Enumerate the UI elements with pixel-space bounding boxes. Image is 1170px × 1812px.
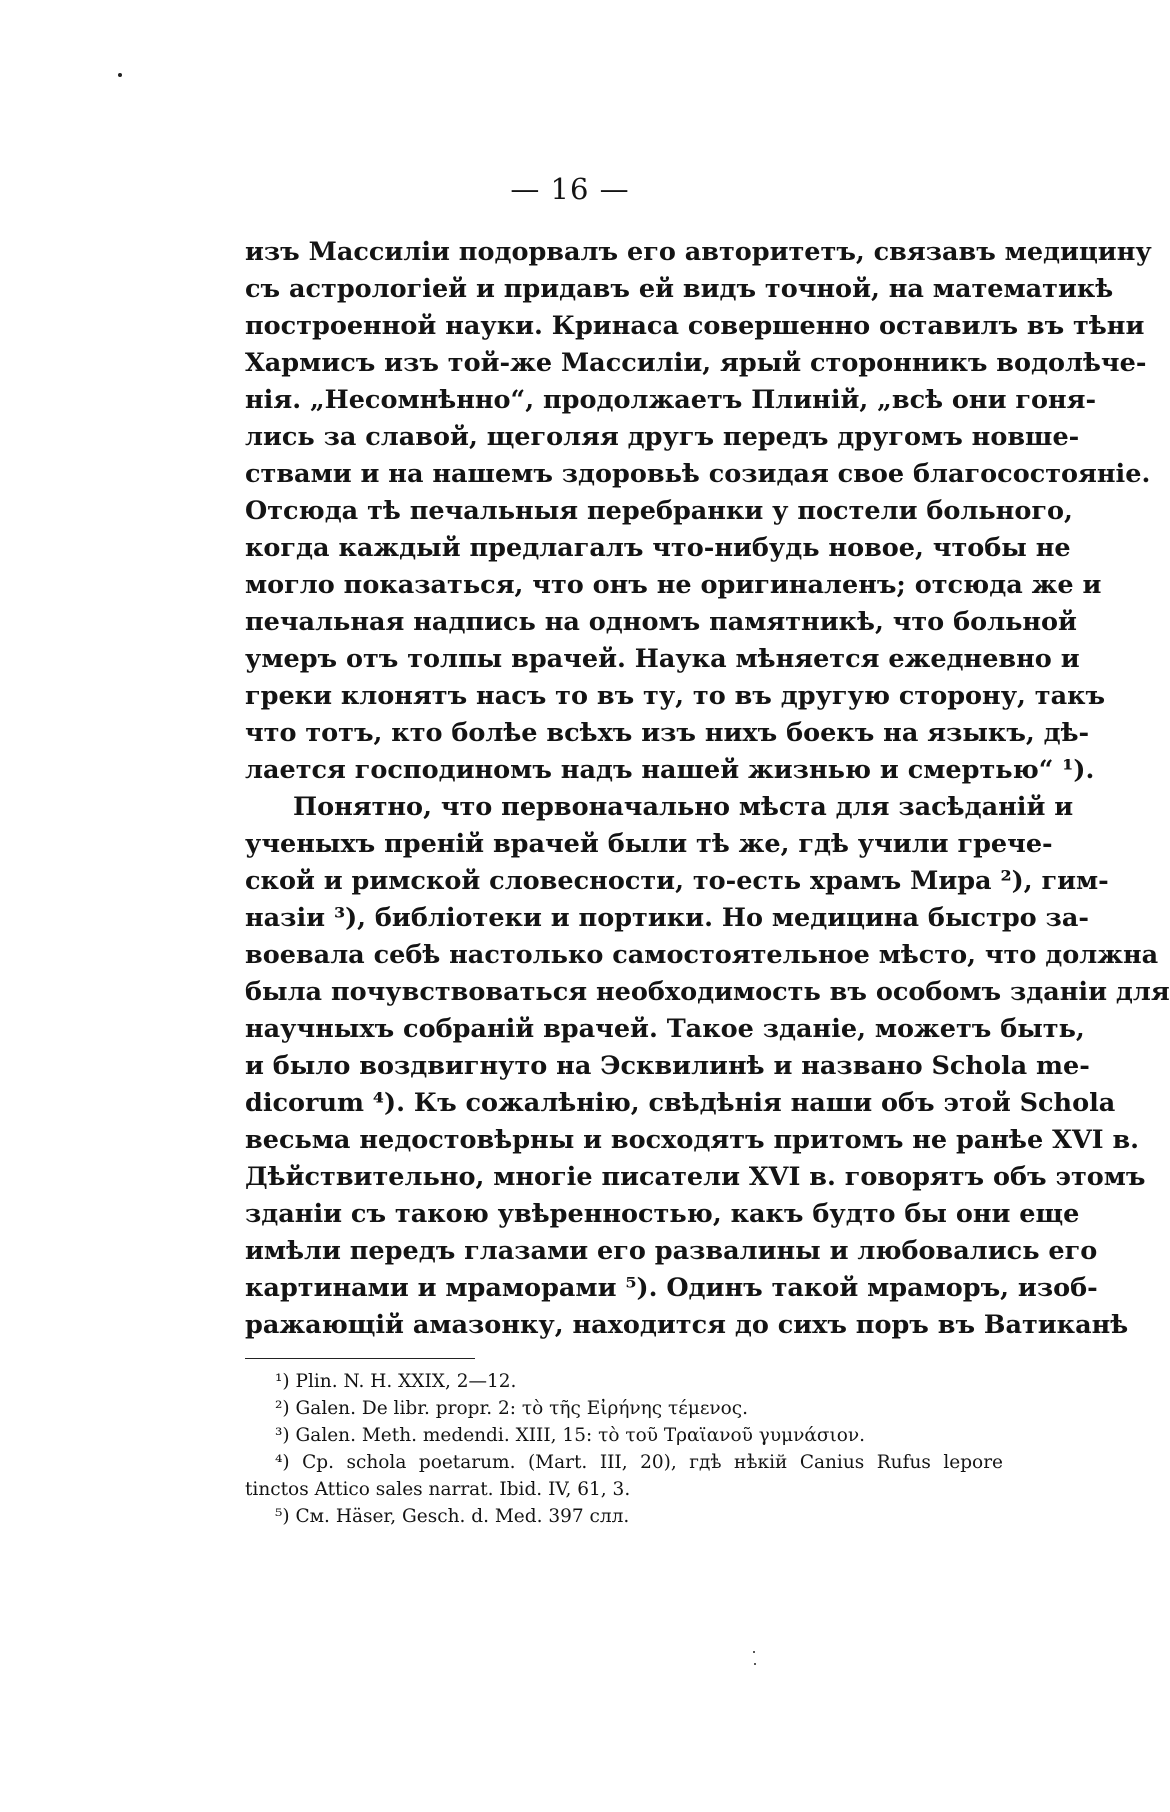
footnote-line: ³) Galen. Meth. medendi. XIII, 15: τὸ τοῦ Τραϊανοῦ γυμνάσιον. (275, 1425, 866, 1446)
text-line: Отсюда тѣ печальныя перебранки у постели больного, (245, 496, 1073, 526)
footnote-line: ⁵) См. Häser, Gesch. d. Med. 397 слл. (275, 1506, 630, 1527)
text-line: ствами и на нашемъ здоровьѣ созидая свое благосостояніе. (245, 459, 1151, 489)
text-line: построенной науки. Кринаса совершенно оставилъ въ тѣни (245, 311, 1145, 341)
footnote-line: tinctos Attico sales narrat. Ibid. IV, 61, 3. (245, 1479, 631, 1500)
text-line: и было воздвигнуто на Эсквилинѣ и названо Schola me- (245, 1051, 1090, 1081)
page-number: — 16 — (510, 172, 630, 206)
footnotes (245, 1368, 1003, 1530)
ink-speck (754, 1663, 756, 1665)
footnote-line: ²) Galen. De libr. propr. 2: τὸ τῆς Εἰρήνης τέμενος. (275, 1398, 749, 1419)
text-line: печальная надпись на одномъ памятникѣ, что больной (245, 607, 1077, 637)
text-line: назіи ³), библіотеки и портики. Но медицина быстро за- (245, 903, 1089, 933)
text-line: картинами и мраморами ⁵). Одинъ такой мраморъ, изоб- (245, 1273, 1098, 1303)
text-line: могло показаться, что онъ не оригиналенъ; отсюда же и (245, 570, 1102, 600)
text-line: ражающій амазонку, находится до сихъ поръ въ Ватиканѣ (245, 1310, 1129, 1340)
text-line: ученыхъ преній врачей были тѣ же, гдѣ учили грече- (245, 829, 1053, 859)
ink-speck (753, 1651, 755, 1653)
text-line: когда каждый предлагалъ что-нибудь новое, чтобы не (245, 533, 1071, 563)
text-line: умеръ отъ толпы врачей. Наука мѣняется ежедневно и (245, 644, 1080, 674)
text-line: Понятно, что первоначально мѣста для засѣданій и (293, 792, 1074, 822)
text-line: была почувствоваться необходимость въ особомъ зданіи для (245, 977, 1170, 1007)
text-line: Дѣйствительно, многіе писатели XVI в. говорятъ объ этомъ (245, 1162, 1146, 1192)
text-line: изъ Массиліи подорвалъ его авторитетъ, связавъ медицину (245, 237, 1152, 267)
text-line: воевала себѣ настолько самостоятельное мѣсто, что должна (245, 940, 1159, 970)
text-line: dicorum ⁴). Къ сожалѣнію, свѣдѣнія наши объ этой Schola (245, 1088, 1116, 1118)
body-text (245, 234, 1170, 1344)
text-line: лись за славой, щеголяя другъ передъ другомъ новше- (245, 422, 1080, 452)
text-line: нія. „Несомнѣнно“, продолжаетъ Плиній, „всѣ они гоня- (245, 385, 1097, 415)
text-line: весьма недостовѣрны и восходятъ притомъ не ранѣе XVI в. (245, 1125, 1140, 1155)
text-line: лается господиномъ надъ нашей жизнью и смертью“ ¹). (245, 755, 1095, 785)
text-line: ской и римской словесности, то-есть храмъ Мира ²), гим- (245, 866, 1109, 896)
text-line: что тотъ, кто болѣе всѣхъ изъ нихъ боекъ на языкъ, дѣ- (245, 718, 1090, 748)
text-line: Хармисъ изъ той-же Массиліи, ярый сторонникъ водолѣче- (245, 348, 1147, 378)
footnote-divider (245, 1358, 475, 1359)
text-line: греки клонятъ насъ то въ ту, то въ другую сторону, такъ (245, 681, 1106, 711)
text-line: научныхъ собраній врачей. Такое зданіе, можетъ быть, (245, 1014, 1085, 1044)
footnote-line: ¹) Plin. N. H. XXIX, 2—12. (275, 1371, 517, 1392)
text-line: съ астрологіей и придавъ ей видъ точной, на математикѣ (245, 274, 1114, 304)
footnote-line: ⁴) Cp. schola poetarum. (Mart. III, 20), гдѣ нѣкій Canius Rufus lepore (275, 1452, 1003, 1473)
ink-speck (118, 73, 122, 77)
text-line: имѣли передъ глазами его развалины и любовались его (245, 1236, 1098, 1266)
text-line: зданіи съ такою увѣренностью, какъ будто бы они еще (245, 1199, 1080, 1229)
